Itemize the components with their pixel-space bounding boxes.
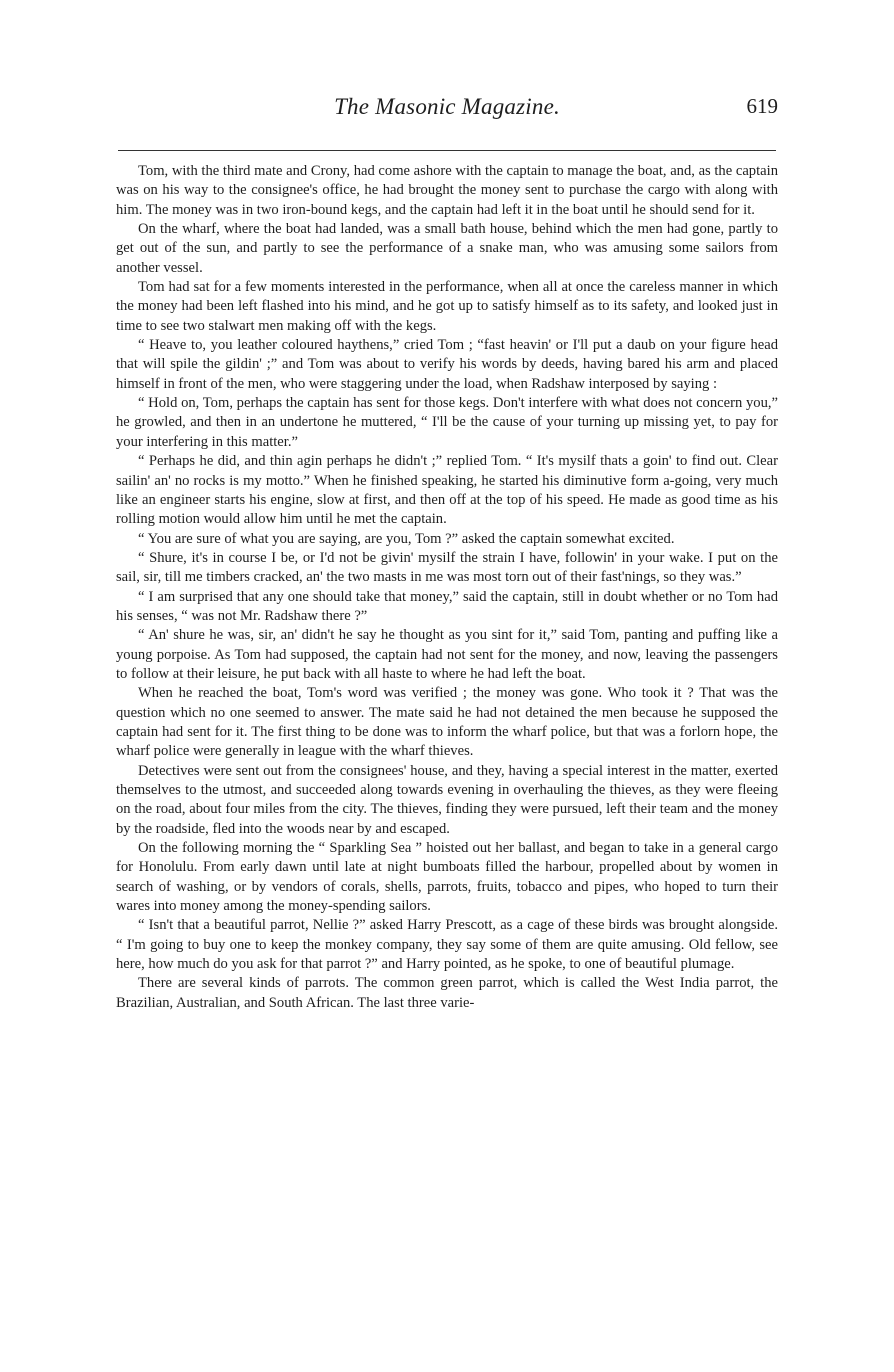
paragraph: “ You are sure of what you are saying, are you, Tom ?” asked the captain somewhat excited.: [138, 530, 675, 547]
paragraph: “ An' shure he was, sir, an' didn't he say he thought as you sint for it,” said Tom, panting and puffing like a young porpoise. As Tom had supposed, the captain had not sent for the money, and now, leaving the passengers to follow at their leisure, he put back with all haste to where he had left the boat.: [116, 627, 778, 682]
paragraph: Detectives were sent out from the consignees' house, and they, having a special interest in the matter, exerted themselves to the utmost, and succeeded along towards evening in overhauling the thieves, as they were fleeing on the road, about four miles from the city. The thieves, finding they were pursued, left their team and the money by the roadside, fled into the woods near by and escaped.: [116, 762, 778, 837]
paragraph: On the wharf, where the boat had landed, was a small bath house, behind which the men had gone, partly to get out of the sun, and partly to see the performance of a snake man, who was amusing some sailors from another vessel.: [116, 221, 778, 276]
paragraph: Tom, with the third mate and Crony, had come ashore with the captain to manage the boat, and, as the captain was on his way to the consignee's office, he had brought the money sent to purchase the cargo with along with him. The money was in two iron-bound kegs, and the captain had left it in the boat until he should send for it.: [116, 163, 778, 218]
paragraph: When he reached the boat, Tom's word was verified ; the money was gone. Who took it ? That was the question which no one seemed to answer. The mate said he had not detained the men because he supposed the captain had sent for it. The first thing to be done was to inform the wharf police, but that was a forlorn hope, the wharf police were generally in league with the wharf thieves.: [116, 685, 778, 760]
paragraph: There are several kinds of parrots. The common green parrot, which is called the West India parrot, the Brazilian, Australian, and South African. The last three varie-: [116, 975, 778, 1011]
header-rule: [118, 150, 776, 151]
paragraph: Tom had sat for a few moments interested in the performance, when all at once the careless manner in which the money had been left flashed into his mind, and he got up to satisfy himself as to its safety, and looked just in time to see two stalwart men making off with the kegs.: [116, 279, 778, 334]
paragraph: “ Perhaps he did, and thin agin perhaps he didn't ;” replied Tom. “ It's mysilf thats a goin' to find out. Clear sailin' an' no rocks is my motto.” When he finished speaking, he started his diminutive form a-going, very much like an engineer starts his engine, slow at first, and then off at the top of his speed. He made as good time as his rolling motion would allow him until he met the captain.: [116, 453, 778, 528]
paragraph: “ Hold on, Tom, perhaps the captain has sent for those kegs. Don't interfere with what does not concern you,” he growled, and then in an undertone he muttered, “ I'll be the cause of your turning up missing yet, to pay for your interfering in this matter.”: [116, 395, 778, 450]
page-header: [116, 94, 778, 124]
article-body: [116, 162, 778, 1013]
paragraph: “ Shure, it's in course I be, or I'd not be givin' mysilf the strain I have, followin' in your wake. I put on the sail, sir, till me timbers cracked, an' the two masts in me was most torn out of their fast'nings, so they was.”: [116, 549, 778, 586]
running-title: The Masonic Magazine.: [334, 94, 560, 119]
paragraph: “ Heave to, you leather coloured haythens,” cried Tom ; “fast heavin' or I'll put a daub on your figure head that will spile the gildin' ;” and Tom was about to verify his words by deeds, having bared his arm and placed himself in front of the men, who were staggering under the load, when Radshaw interposed by saying :: [116, 337, 778, 392]
paragraph: “ I am surprised that any one should take that money,” said the captain, still in doubt whether or no Tom had his senses, “ was not Mr. Radshaw there ?”: [116, 588, 778, 624]
page-number: 619: [746, 94, 778, 118]
paragraph: On the following morning the “ Sparkling Sea ” hoisted out her ballast, and began to take in a general cargo for Honolulu. From early dawn until late at night bumboats filled the harbour, propelled about by women in search of washing, or by vendors of corals, shells, parrots, fruits, tobacco and pipes, who hoped to turn their wares into money among the money-spending sailors.: [116, 840, 778, 915]
paragraph: “ Isn't that a beautiful parrot, Nellie ?” asked Harry Prescott, as a cage of these birds was brought alongside. “ I'm going to buy one to keep the monkey company, they say some of them are quite amusing. Old fellow, see here, how much do you ask for that parrot ?” and Harry pointed, as he spoke, to one of beautiful plumage.: [116, 917, 778, 973]
